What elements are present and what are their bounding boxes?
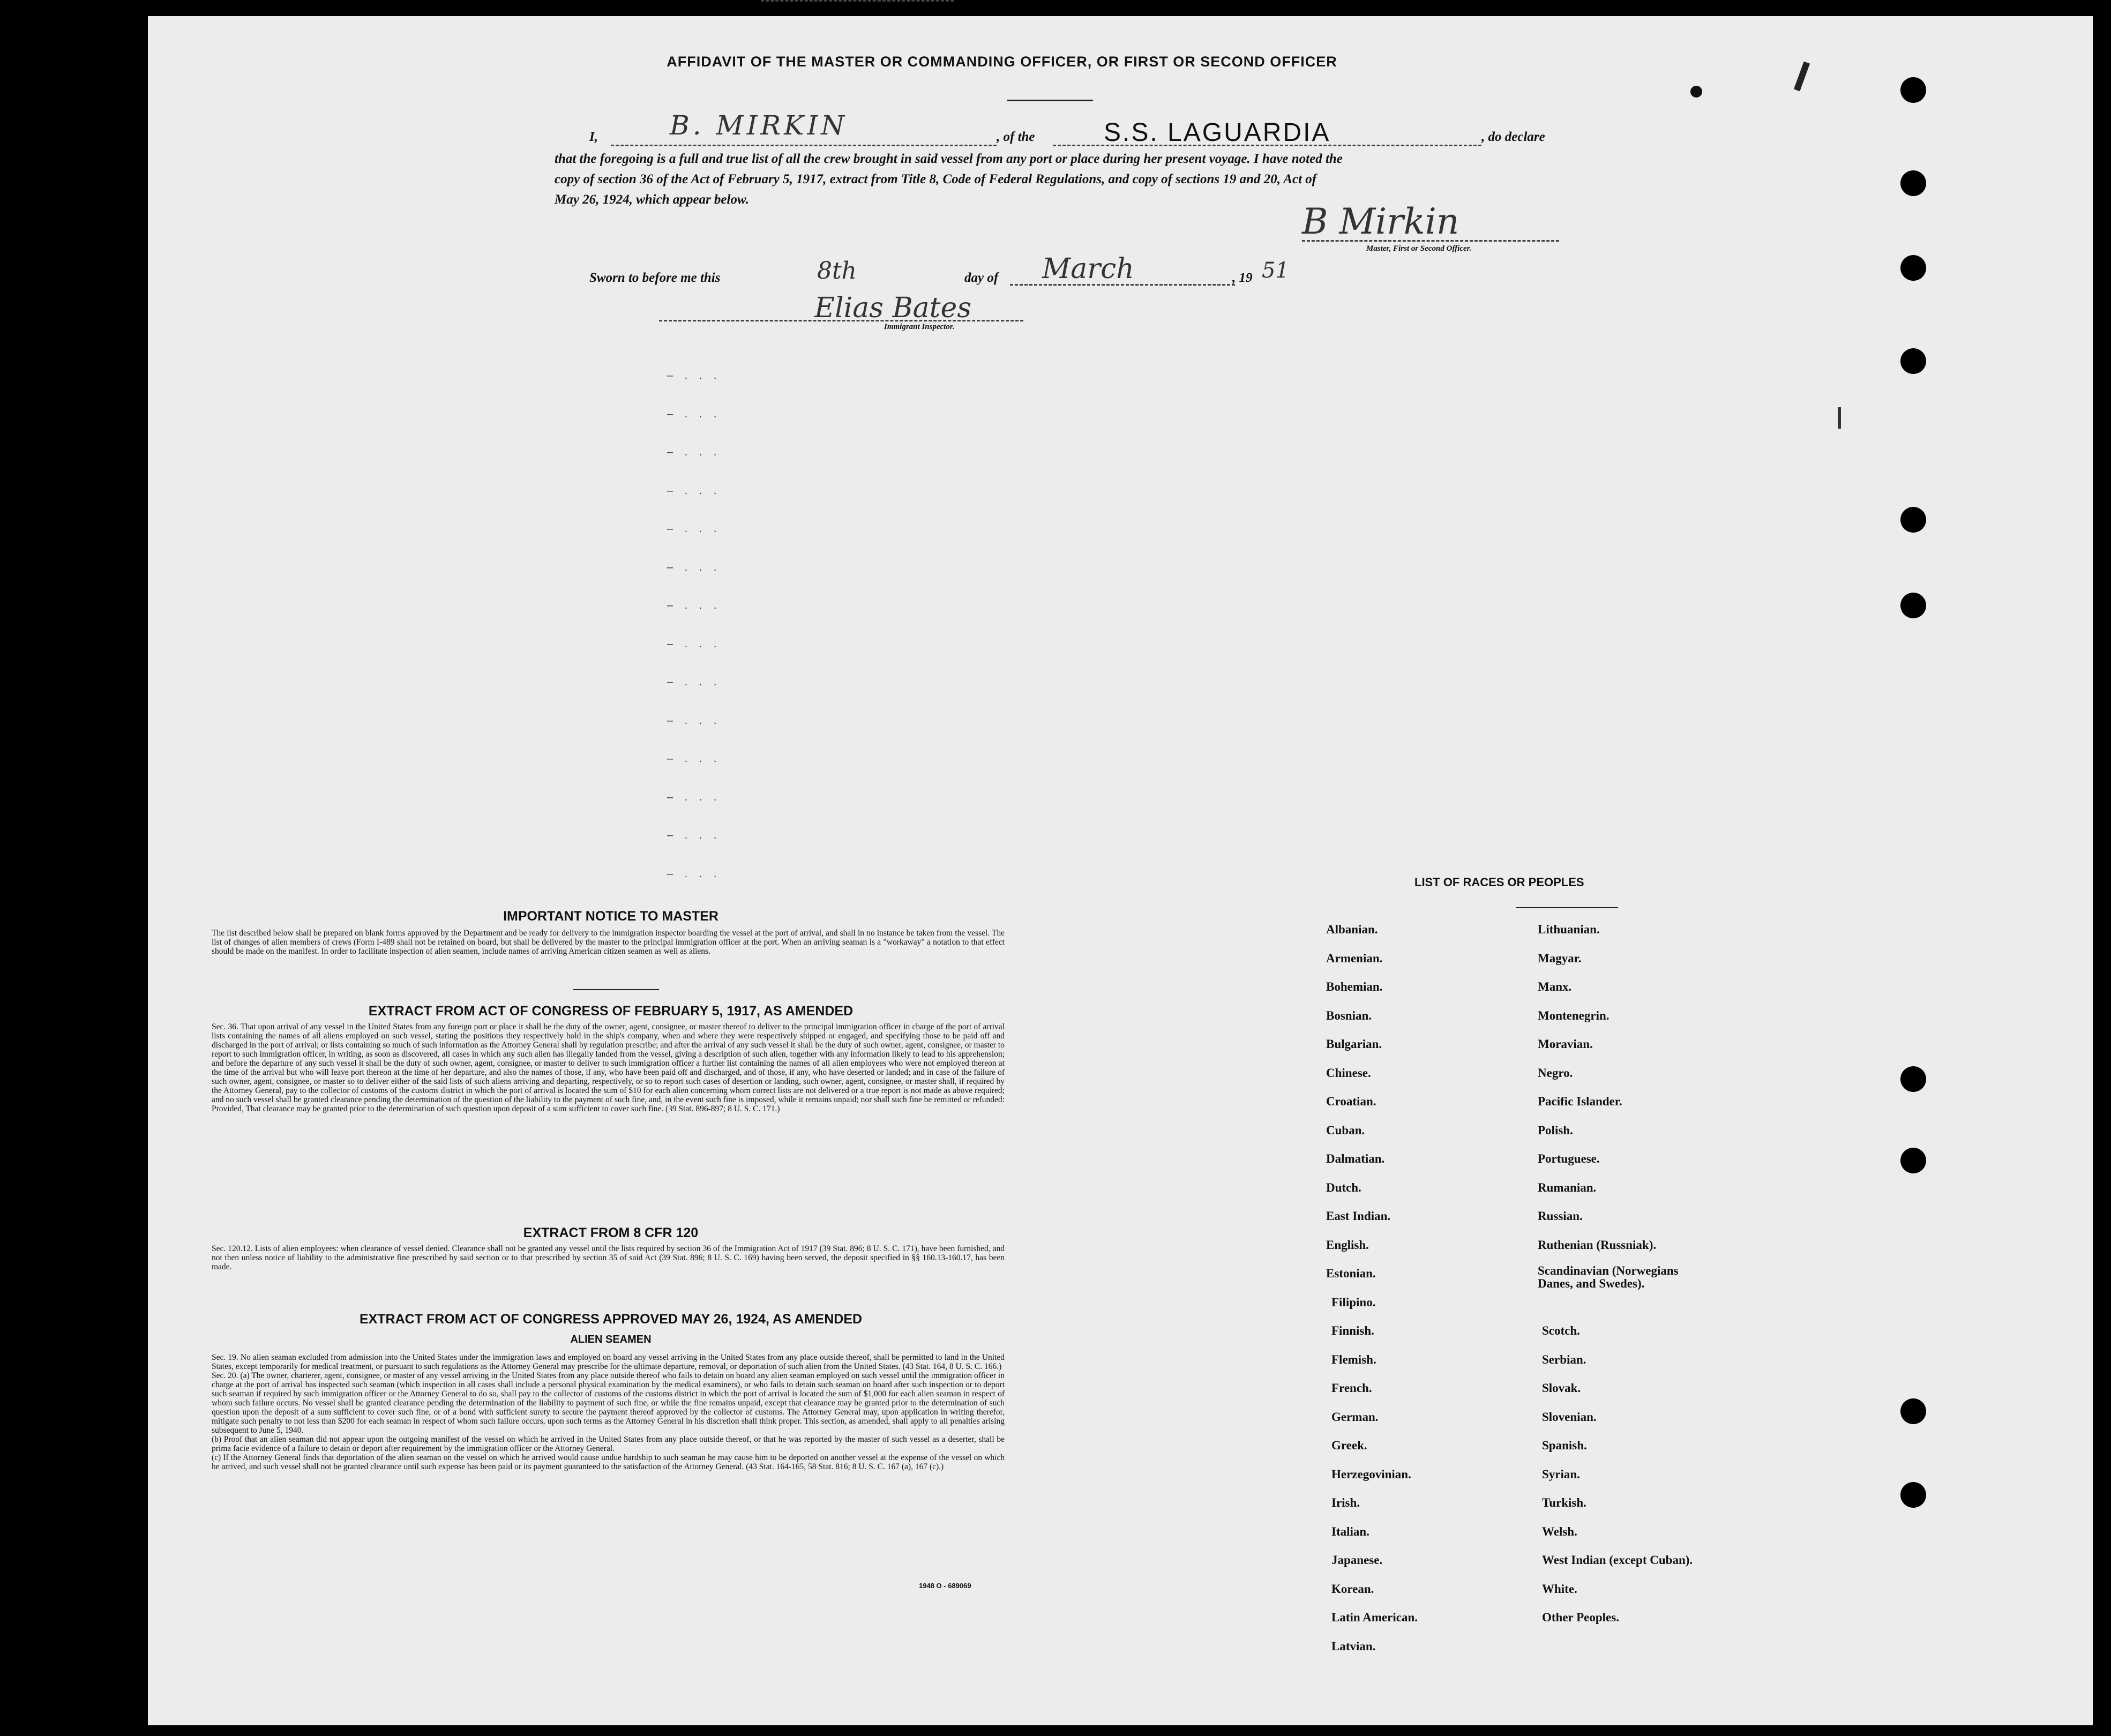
race-item: Ruthenian (Russniak). [1538, 1238, 1657, 1252]
race-item: Chinese. [1326, 1066, 1371, 1080]
stray-mark [1838, 407, 1841, 429]
race-item: Magyar. [1538, 951, 1582, 965]
race-item: Korean. [1331, 1582, 1374, 1596]
race-item: White. [1542, 1582, 1577, 1596]
name-field-line [611, 145, 997, 146]
signature-caption: Master, First or Second Officer. [1366, 244, 1472, 253]
race-item: Slovenian. [1542, 1410, 1597, 1424]
race-item: Spanish. [1542, 1439, 1587, 1452]
race-item: Greek. [1331, 1439, 1367, 1452]
race-item: French. [1331, 1381, 1372, 1395]
race-item: Dalmatian. [1326, 1152, 1385, 1165]
punch-hole [1900, 1398, 1926, 1424]
blank-row-dots: – . . . [667, 370, 721, 381]
blank-row-dots: – . . . [667, 408, 721, 420]
blank-row-dots: – . . . [667, 600, 721, 611]
inspector-line [659, 320, 1023, 321]
inspector-caption: Immigrant Inspector. [884, 323, 955, 331]
inspector-signature: Elias Bates [814, 292, 972, 324]
race-item: Finnish. [1331, 1324, 1374, 1337]
race-item: Herzegovinian. [1331, 1467, 1411, 1481]
signature-line [1302, 240, 1559, 242]
affidavit-i-label: I, [589, 130, 598, 144]
blank-row-dots: – . . . [667, 676, 721, 688]
extract-1917-heading: EXTRACT FROM ACT OF CONGRESS OF FEBRUARY 5, 1917, AS AMENDED [368, 1004, 854, 1019]
race-item: Cuban. [1326, 1123, 1365, 1137]
extract-1924-heading: EXTRACT FROM ACT OF CONGRESS APPROVED MAY 26, 1924, AS AMENDED [359, 1312, 863, 1327]
race-item: Armenian. [1326, 951, 1383, 965]
sworn-label: Sworn to before me this [589, 271, 721, 285]
blank-row-dots: – . . . [667, 829, 721, 841]
print-code: 1948 O - 689069 [919, 1582, 971, 1590]
race-item: Russian. [1538, 1209, 1583, 1223]
blank-row-dots: – . . . [667, 867, 721, 880]
blank-row-dots: – . . . [667, 714, 721, 727]
stray-mark [1690, 86, 1702, 98]
race-item: Rumanian. [1538, 1180, 1597, 1194]
punch-hole [1900, 1066, 1926, 1092]
punch-hole [1900, 77, 1926, 103]
affidavit-body-line-1: that the foregoing is a full and true list of all the crew brought in said vessel from any port or place during her present voyage. I have noted the [555, 152, 1343, 166]
race-item: Other Peoples. [1542, 1611, 1619, 1624]
year-prefix: , 19 [1232, 271, 1253, 285]
race-item: English. [1326, 1238, 1369, 1252]
race-item: Flemish. [1331, 1352, 1376, 1366]
blank-row-dots: – . . . [667, 561, 721, 573]
affidavit-body-line-2: copy of section 36 of the Act of February 5, 1917, extract from Title 8, Code of Federal Regulations, and copy of sections 19 and 20, Act of [555, 172, 1317, 186]
day-field-line [761, 0, 954, 2]
blank-row-dots: – . . . [667, 638, 721, 650]
punch-hole [1900, 170, 1926, 196]
race-item: Scandinavian (Norwegians Danes, and Swedes). [1538, 1264, 1679, 1290]
race-item: Slovak. [1542, 1381, 1581, 1395]
punch-hole [1900, 593, 1926, 618]
blank-row-dots: – . . . [667, 523, 721, 535]
race-item: Welsh. [1542, 1524, 1577, 1538]
race-item: East Indian. [1326, 1209, 1391, 1223]
blank-row-dots: – . . . [667, 446, 721, 458]
of-the-label: , of the [997, 130, 1035, 144]
race-item: Japanese. [1331, 1553, 1383, 1567]
race-item: West Indian (except Cuban). [1542, 1553, 1693, 1567]
race-item: Bulgarian. [1326, 1037, 1382, 1051]
races-heading: LIST OF RACES OR PEOPLES [1414, 876, 1584, 889]
master-name-handwritten: B. MIRKIN [670, 110, 848, 141]
race-item: Albanian. [1326, 923, 1378, 936]
race-item: Latvian. [1331, 1639, 1376, 1653]
race-item: Irish. [1331, 1496, 1360, 1509]
race-item: Portuguese. [1538, 1152, 1600, 1165]
extract-1924-text: Sec. 19. No alien seaman excluded from admission into the United States under the immigration laws and employed on board any vessel arriving in the United States from any place outside thereof, shall be permitted to land in the United States, except temporarily for medical treatment, or pursuant to such regulations as the Attorney General may prescribe for the ultimate departure, removal, or deportation of such alien from the United States. (43 Stat. 164, 8 U. S. C. 166.) Sec. 20. (a) The owner, charterer, agent, consignee, or master of any vessel arriving in the United States from any place outside thereof who fails to detain on board any alien seaman employed on such vessel until the immigration officer in charge at the port of arrival has inspected such seaman (which inspection in all cases shall include a personal physical examination by the medical examiners), or who fails to detain such seaman on board after such inspection or to deport such seaman if required by such immigration officer or the Attorney General to do so, shall pay to the collector of customs of the customs district in which the port of arrival is located the sum of $1,000 for each alien seaman in respect of whom such failure occurs. No vessel shall be granted clearance pending the determination of the liability to payment of such fine, or while the fine remains unpaid, except that clearance may be granted prior to the determination of such question upon the deposit of a sum sufficient to cover such fine, or of a bond with sufficient surety to secure the payment thereof approved by the collector of customs. The Attorney General may, upon application in writing therefor, mitigate such penalty to not less than $200 for each seaman in respect of whom such failure occurs, upon such terms as the Attorney General in his discretion shall think proper. This section, as amended, shall apply to all penalties arising subsequent to June 5, 1940. (b) Proof that an alien seaman did not appear upon the outgoing manifest of the vessel on which he arrived in the United States from any place outside thereof, or that he was reported by the master of such vessel as a deserter, shall be prima facie evidence of a failure to detain or deport after requirement by the immigration officer or the Attorney General. (c) If the Attorney General finds that deportation of the alien seaman on the vessel on which he arrived would cause undue hardship to such seaman he may cause him to be deported on another vessel at the expense of the vessel on which he arrived, and such vessel shall not be granted clearance until such expense has been paid or its payment guaranteed to the satisfaction of the Attorney General. (43 Stat. 164-165, 58 Stat. 816; 8 U. S. C. 167 (a), 167 (c).) [212, 1353, 1005, 1471]
vessel-name: S.S. LAGUARDIA [1104, 118, 1331, 147]
alien-seamen-subheading: ALIEN SEAMEN [570, 1334, 652, 1345]
do-declare-label: , do declare [1481, 130, 1545, 144]
race-item: Latin American. [1331, 1611, 1418, 1624]
punch-hole [1900, 255, 1926, 281]
extract-cfr-heading: EXTRACT FROM 8 CFR 120 [523, 1225, 699, 1240]
notice-heading: IMPORTANT NOTICE TO MASTER [503, 909, 718, 924]
sworn-month: March [1042, 253, 1134, 285]
race-item: Bosnian. [1326, 1008, 1372, 1022]
race-item: Manx. [1538, 980, 1572, 993]
race-item: Negro. [1538, 1066, 1573, 1080]
blank-row-dots: – . . . [667, 484, 721, 497]
day-of-label: day of [964, 271, 999, 285]
race-item: Estonian. [1326, 1267, 1376, 1280]
race-item: Serbian. [1542, 1352, 1586, 1366]
race-item: Polish. [1538, 1123, 1573, 1137]
punch-hole [1900, 348, 1926, 374]
race-item: Dutch. [1326, 1180, 1361, 1194]
title-underline [1007, 100, 1093, 101]
blank-row-dots: – . . . [667, 753, 721, 765]
race-item: German. [1331, 1410, 1379, 1424]
race-item: Moravian. [1538, 1037, 1593, 1051]
race-item: Italian. [1331, 1524, 1369, 1538]
punch-hole [1900, 507, 1926, 533]
affidavit-body-line-3: May 26, 1924, which appear below. [555, 192, 749, 207]
extract-cfr-text: Sec. 120.12. Lists of alien employees: when clearance of vessel denied. Clearance shall not be granted any vessel until the lists required by section 36 of the Immigration Act of 1917 (39 Stat. 896; 8 U. S. C. 171), have been furnished, and not then unless notice of liability to the administrative fine prescribed by said section or to that prescribed by section 35 of said Act (39 Stat. 896; 8 U. S. C. 169) having been served, the deposit specified in §§ 160.13-160.17, has been made. [212, 1244, 1005, 1271]
race-item: Croatian. [1326, 1095, 1376, 1108]
master-signature: B Mirkin [1302, 201, 1459, 242]
race-item: Lithuanian. [1538, 923, 1600, 936]
race-item: Turkish. [1542, 1496, 1586, 1509]
race-item: Montenegrin. [1538, 1008, 1610, 1022]
sworn-day: 8th [817, 257, 857, 285]
race-item: Filipino. [1331, 1295, 1376, 1309]
extract-1917-text: Sec. 36. That upon arrival of any vessel in the United States from any foreign port or place it shall be the duty of the owner, agent, consignee, or master thereof to deliver to the principal immigration officer in charge of the port of arrival lists containing the names of all aliens employed on such vessel, stating the positions they respectively hold in the ship's company, when and where they were respectively shipped or engaged, and specifying those to be paid off and discharged in the port of arrival; or lists containing so much of such information as the Attorney General shall by regulation prescribe; and after the arrival of any such vessel it shall be the duty of such owner, agent, consignee, or master to report to such immigration officer, in writing, as soon as discovered, all cases in which any such alien has illegally landed from the vessel, giving a description of such alien, together with any information likely to lead to his apprehension; and before the departure of any such vessel it shall be the duty of such owner, agent, consignee, or master to deliver to such immigration officer a further list containing the names of all alien employees who were not employed thereon at the time of the arrival but who will leave port thereon at the time of her departure, and also the names of those, if any, who have been paid off and discharged, and of those, if any, who have deserted or landed; and in case of the failure of such owner, agent, consignee, or master so to deliver either of the said lists of such aliens arriving and departing, respectively, or so to report such cases of desertion or landing, such owner, agent, consignee, or master shall, if required by the Attorney General, pay to the collector of customs of the customs district in which the port of arrival is located the sum of $10 for each alien concerning whom correct lists are not delivered or a true report is not made as above required; and no such vessel shall be granted clearance pending the determination of the question of the liability to the payment of such fine, and, in the event such fine is imposed, while it remains unpaid; nor shall such fine be remitted or refunded: Provided, That clearance may be granted prior to the determination of such question upon deposit of a sum sufficient to cover such fine. (39 Stat. 896-897; 8 U. S. C. 171.) [212, 1022, 1005, 1113]
punch-hole [1900, 1482, 1926, 1508]
blank-row-dots: – . . . [667, 791, 721, 803]
section-divider [573, 989, 659, 990]
race-item: Syrian. [1542, 1467, 1580, 1481]
race-item: Scotch. [1542, 1324, 1580, 1337]
sworn-year: 51 [1262, 258, 1289, 283]
notice-text: The list described below shall be prepared on blank forms approved by the Department and be ready for delivery to the immigration inspector boarding the vessel at the port of arrival, and shall in no instance be taken from the vessel. The list of changes of alien members of crews (Form I-489 shall not be retained on board, but shall be delivered by the master to the principal immigration officer at the port. When an arriving seaman is a "workaway" a notation to that effect should be made on the manifest. In order to facilitate inspection of alien seamen, include names of arriving American citizen seamen as well as aliens. [212, 929, 1005, 956]
punch-hole [1900, 1148, 1926, 1173]
race-item: Pacific Islander. [1538, 1095, 1622, 1108]
page-title: AFFIDAVIT OF THE MASTER OR COMMANDING OFFICER, OR FIRST OR SECOND OFFICER [667, 54, 1337, 70]
races-underline [1516, 907, 1618, 908]
race-item: Bohemian. [1326, 980, 1383, 993]
